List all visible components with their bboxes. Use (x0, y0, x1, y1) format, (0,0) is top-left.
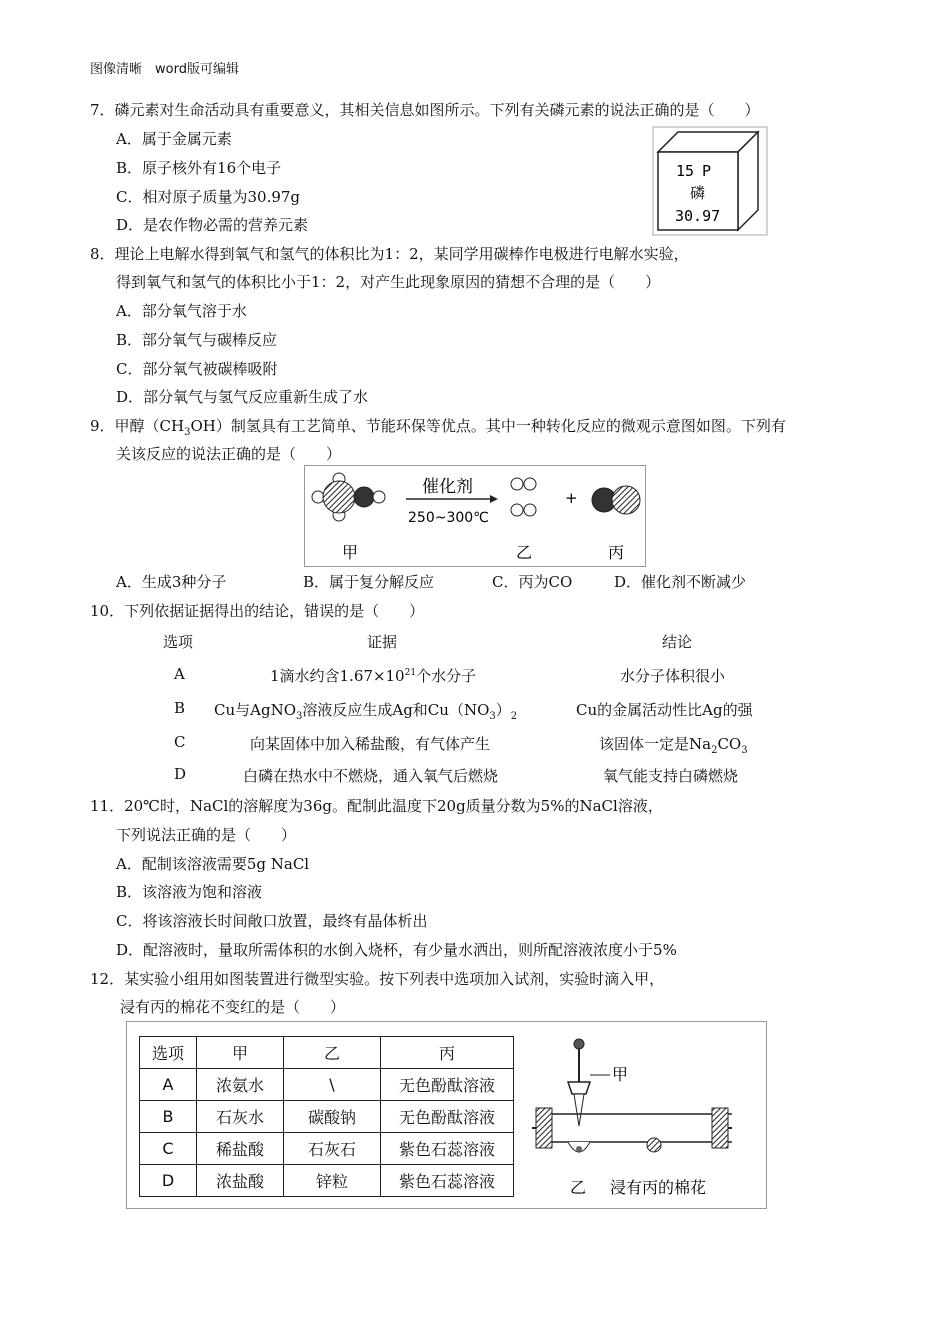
co-molecule (592, 486, 640, 514)
q12-stem-line1: 12．某实验小组用如图装置进行微型实验。按下列表中选项加入试剂，实验时滴入甲， (90, 970, 665, 988)
q7-stem: 7．磷元素对生命活动具有重要意义，其相关信息如图所示。下列有关磷元素的说法正确的是（ ） (90, 101, 760, 119)
q10-row-c-conclusion: 该固体一定是$Na_2CO_3$ (599, 735, 748, 756)
q10-row-a-evidence: 1滴水约含$1.67\times 10^{21}$个水分子 (270, 667, 477, 685)
q8-option-d: D．部分氧气与氢气反应重新生成了水 (116, 388, 369, 406)
q7-option-b: B．原子核外有16个电子 (116, 159, 282, 177)
plus-sign: + (565, 489, 578, 507)
q11-stem-line2: 下列说法正确的是（ ） (116, 826, 297, 844)
q7-option-c: C．相对原子质量为30.97g (116, 188, 301, 206)
page-header: 图像清晰 word版可编辑 (90, 62, 239, 77)
q12-figure (126, 1021, 767, 1209)
q9-stem-line2: 关该反应的说法正确的是（ ） (116, 445, 342, 463)
table-row (140, 1165, 514, 1197)
apparatus-label-jia: 甲 (612, 1065, 629, 1084)
q10-row-c-evidence: 向某固体中加入稀盐酸，有气体产生 (250, 735, 491, 753)
q9-stem-line1: 9．甲醇$(CH_3OH)$制氢具有工艺简单、节能环保等优点。其中一种转化反应的微观示意图如图。下列有 (90, 417, 786, 438)
q12-reagent-table (139, 1036, 514, 1197)
q10-row-d-option: D (174, 765, 187, 783)
q9-option-a: A．生成3种分子 (116, 573, 227, 591)
q10-row-c-option: C (174, 733, 186, 751)
q9-option-b: B．属于复分解反应 (303, 573, 435, 591)
temperature-label: 250~300℃ (408, 510, 489, 526)
apparatus-label-cotton: 浸有丙的棉花 (610, 1178, 707, 1197)
catalyst-label: 催化剂 (422, 477, 473, 497)
micro-experiment-apparatus (532, 1030, 762, 1205)
label-bing: 丙 (608, 543, 625, 562)
q12-cell: 紫色石蕊溶液 (381, 1165, 514, 1197)
q12-header-jia: 甲 (197, 1037, 284, 1069)
q8-option-c: C．部分氧气被碳棒吸附 (116, 360, 278, 378)
q10-header-option: 选项 (163, 633, 194, 651)
q12-cell: 紫色石蕊溶液 (381, 1133, 514, 1165)
table-row (140, 1101, 514, 1133)
q11-stem-line1: 11．20℃时，NaCl的溶解度为36g。配制此温度下20g质量分数为5%的NaCl溶液， (90, 797, 663, 815)
q12-cell: 无色酚酞溶液 (381, 1069, 514, 1101)
element-number: 15 (676, 162, 695, 180)
q12-cell: C (140, 1133, 197, 1165)
q10-row-b-option: B (174, 699, 186, 717)
q8-option-a: A．部分氧气溶于水 (116, 302, 247, 320)
label-yi: 乙 (516, 543, 533, 562)
q9-option-c: C．丙为CO (492, 573, 573, 591)
q8-stem-line1: 8．理论上电解水得到氧气和氢气的体积比为1：2，某同学用碳棒作电极进行电解水实验， (90, 245, 689, 263)
table-row (140, 1069, 514, 1101)
q12-cell: 无色酚酞溶液 (381, 1101, 514, 1133)
element-symbol: P (702, 162, 712, 180)
methanol-reaction-diagram (304, 465, 646, 567)
q10-row-d-conclusion: 氧气能支持白磷燃烧 (603, 767, 739, 785)
q11-option-b: B．该溶液为饱和溶液 (116, 883, 263, 901)
q11-option-d: D．配溶液时，量取所需体积的水倒入烧杯，有少量水洒出，则所配溶液浓度小于5% (116, 941, 677, 959)
q12-cell: 锌粒 (284, 1165, 381, 1197)
table-row (140, 1133, 514, 1165)
apparatus-label-yi: 乙 (570, 1178, 587, 1197)
q8-option-b: B．部分氧气与碳棒反应 (116, 331, 278, 349)
q12-cell: 浓氨水 (197, 1069, 284, 1101)
q12-table-header (140, 1037, 514, 1069)
label-jia: 甲 (342, 543, 359, 562)
q10-row-b-evidence: Cu与AgNO$_3$溶液反应生成Ag和$Cu(NO_3)_2$ (214, 701, 518, 722)
q10-row-d-evidence: 白磷在热水中不燃烧，通入氧气后燃烧 (243, 767, 499, 785)
phosphorus-element-cube (652, 126, 768, 236)
q12-cell: B (140, 1101, 197, 1133)
q12-cell: 石灰石 (284, 1133, 381, 1165)
q12-header-option: 选项 (140, 1037, 197, 1069)
q12-cell: 碳酸钠 (284, 1101, 381, 1133)
q12-cell: A (140, 1069, 197, 1101)
q10-row-a-option: A (174, 665, 185, 683)
q10-row-a-conclusion: 水分子体积很小 (620, 667, 726, 685)
q12-cell: 石灰水 (197, 1101, 284, 1133)
q8-stem-line2: 得到氧气和氢气的体积比小于1：2，对产生此现象原因的猜想不合理的是（ ） (116, 273, 661, 291)
q12-cell: 浓盐酸 (197, 1165, 284, 1197)
q11-option-a: A．配制该溶液需要5g NaCl (116, 855, 310, 873)
element-mass: 30.97 (675, 207, 721, 225)
q12-cell: \ (284, 1069, 381, 1101)
q10-stem: 10．下列依据证据得出的结论，错误的是（ ） (90, 602, 425, 620)
q10-row-b-conclusion: Cu的金属活动性比Ag的强 (576, 701, 753, 719)
element-name: 磷 (690, 184, 706, 202)
q12-stem-line2: 浸有丙的棉花不变红的是（ ） (120, 998, 346, 1016)
q12-header-yi: 乙 (284, 1037, 381, 1069)
q7-option-d: D．是农作物必需的营养元素 (116, 216, 309, 234)
q12-cell: 稀盐酸 (197, 1133, 284, 1165)
q12-cell: D (140, 1165, 197, 1197)
q7-option-a: A．属于金属元素 (116, 130, 232, 148)
q9-option-d: D．催化剂不断减少 (614, 573, 747, 591)
q11-option-c: C．将该溶液长时间敞口放置，最终有晶体析出 (116, 912, 428, 930)
q10-header-conclusion: 结论 (662, 633, 693, 651)
q10-header-evidence: 证据 (367, 633, 398, 651)
q12-header-bing: 丙 (381, 1037, 514, 1069)
